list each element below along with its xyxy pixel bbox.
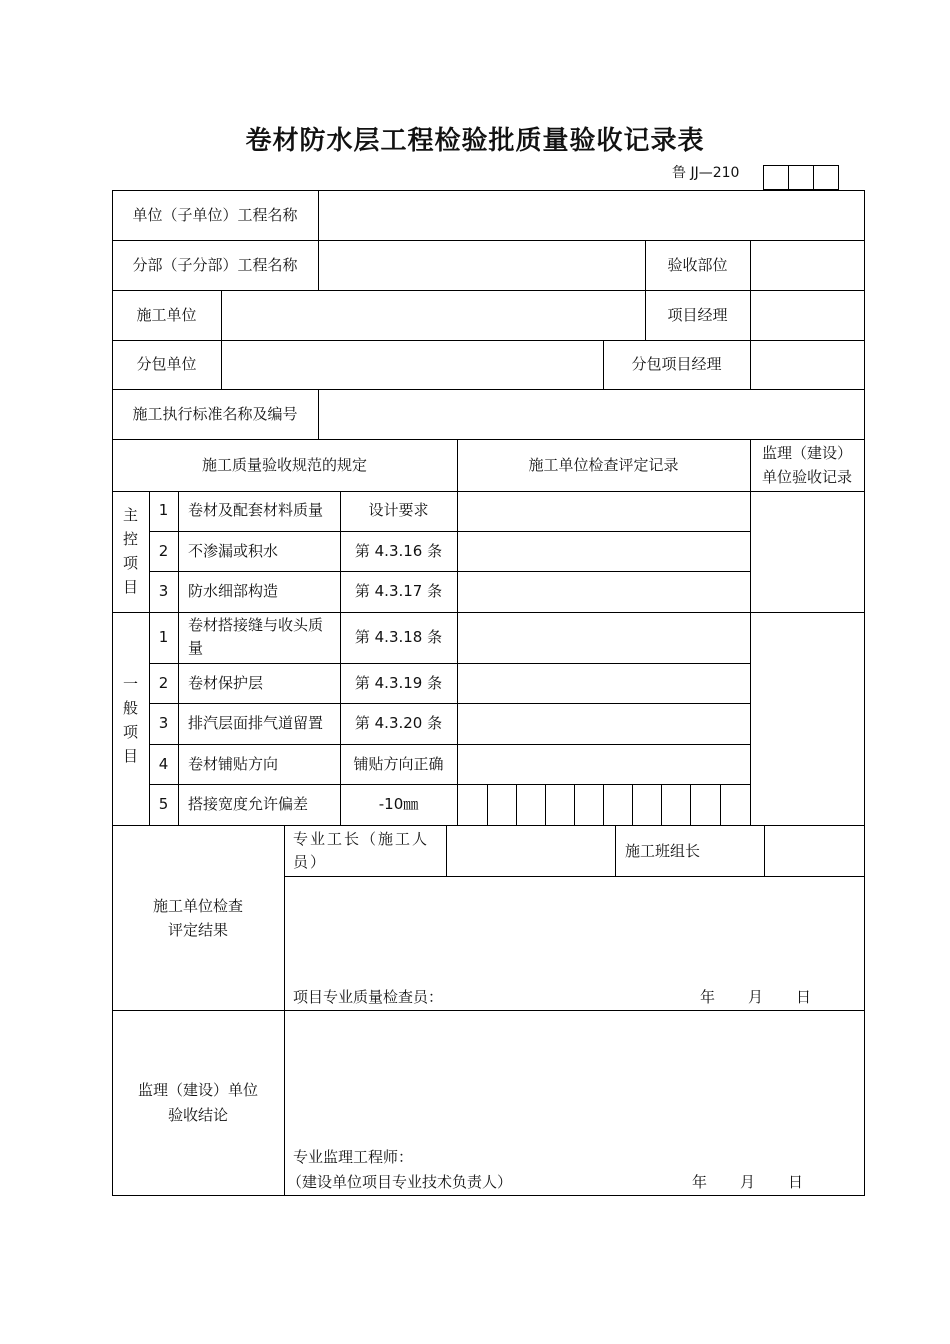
standard-field[interactable] xyxy=(319,390,864,439)
document-title: 卷材防水层工程检验批质量验收记录表 xyxy=(245,126,705,156)
engineer-date-year: 年 xyxy=(692,1173,708,1191)
acceptance-location-label: 验收部位 xyxy=(667,256,728,274)
engineer-label: 专业监理工程师： xyxy=(293,1148,414,1166)
item-spec: 第 4.3.17 条 xyxy=(354,582,443,600)
project-manager-label: 项目经理 xyxy=(667,306,728,324)
construction-result-label-line2: 评定结果 xyxy=(167,921,228,939)
inspector-date-year: 年 xyxy=(700,988,716,1006)
item-name: 卷材及配套材料质量 xyxy=(188,501,324,519)
item-name: 卷材搭接缝与收头质量 xyxy=(188,616,324,657)
item-name: 不渗漏或积水 xyxy=(188,542,279,560)
supervision-result-label-line2: 验收结论 xyxy=(167,1106,228,1124)
item-name: 卷材铺贴方向 xyxy=(188,755,279,773)
construction-unit-label: 施工单位 xyxy=(136,306,197,324)
acceptance-location-field[interactable] xyxy=(751,241,864,290)
item-name: 排汽层面排气道留置 xyxy=(188,714,324,732)
inspection-record-field[interactable] xyxy=(458,745,750,784)
subcontract-manager-field[interactable] xyxy=(751,341,864,389)
inspector-label: 项目专业质量检查员： xyxy=(293,988,444,1006)
item-spec: 第 4.3.16 条 xyxy=(354,542,443,560)
inspection-record-field[interactable] xyxy=(458,572,750,612)
inspection-record-field[interactable] xyxy=(458,704,750,744)
subcontract-unit-label: 分包单位 xyxy=(136,355,197,373)
item-name: 搭接宽度允许偏差 xyxy=(188,795,309,813)
item-name: 卷材保护层 xyxy=(188,674,264,692)
foreman-field[interactable] xyxy=(447,826,615,876)
inspection-record-field[interactable] xyxy=(458,613,750,663)
inspection-header: 施工单位检查评定记录 xyxy=(528,456,679,474)
supervision-header-line2: 单位验收记录 xyxy=(761,468,852,486)
sub-project-name-field[interactable] xyxy=(319,241,645,290)
spec-header: 施工质量验收规范的规定 xyxy=(201,456,367,474)
team-leader-field[interactable] xyxy=(765,826,864,876)
item-spec: 第 4.3.20 条 xyxy=(354,714,443,732)
item-number: 3 xyxy=(158,714,169,732)
code-box-3[interactable] xyxy=(813,165,839,190)
item-number: 5 xyxy=(158,795,169,813)
item-spec: -10㎜ xyxy=(378,795,419,813)
item-spec: 设计要求 xyxy=(368,501,429,519)
inspector-date-day: 日 xyxy=(796,988,812,1006)
item-name: 防水细部构造 xyxy=(188,582,279,600)
construction-result-label-line1: 施工单位检查 xyxy=(152,897,243,915)
construction-result-field[interactable] xyxy=(285,877,864,977)
general-supervision-field[interactable] xyxy=(751,613,864,825)
sub-project-name-label: 分部（子分部）工程名称 xyxy=(132,256,298,274)
unit-project-name-label: 单位（子单位）工程名称 xyxy=(132,206,298,224)
supervision-result-label-line1: 监理（建设）单位 xyxy=(137,1081,258,1099)
code-box-2[interactable] xyxy=(788,165,814,190)
tolerance-check-cells[interactable] xyxy=(458,785,750,825)
owner-label: （建设单位项目专业技术负责人） xyxy=(287,1173,513,1191)
item-spec: 铺贴方向正确 xyxy=(353,755,444,773)
item-spec: 第 4.3.18 条 xyxy=(354,628,443,646)
engineer-date-month: 月 xyxy=(740,1173,756,1191)
item-number: 2 xyxy=(158,674,169,692)
item-spec: 第 4.3.19 条 xyxy=(354,674,443,692)
supervision-header-line1: 监理（建设） xyxy=(761,444,852,462)
supervision-result-field[interactable] xyxy=(285,1011,864,1141)
project-manager-field[interactable] xyxy=(751,291,864,340)
standard-label: 施工执行标准名称及编号 xyxy=(132,405,298,423)
engineer-date-day: 日 xyxy=(788,1173,804,1191)
subcontract-manager-label: 分包项目经理 xyxy=(631,355,722,373)
team-leader-label: 施工班组长 xyxy=(625,842,701,860)
code-box-1[interactable] xyxy=(763,165,789,190)
item-number: 3 xyxy=(158,582,169,600)
item-number: 2 xyxy=(158,542,169,560)
foreman-label: 专业工长（施工人员） xyxy=(293,830,430,871)
subcontract-unit-field[interactable] xyxy=(222,341,603,389)
form-code: 鲁 JJ—210 xyxy=(672,165,740,181)
item-number: 1 xyxy=(158,501,169,519)
construction-unit-field[interactable] xyxy=(222,291,645,340)
inspection-record-field[interactable] xyxy=(458,532,750,571)
main-control-supervision-field[interactable] xyxy=(751,492,864,612)
item-number: 4 xyxy=(158,755,169,773)
inspection-record-field[interactable] xyxy=(458,664,750,703)
unit-project-name-field[interactable] xyxy=(319,191,864,240)
inspection-record-field[interactable] xyxy=(458,492,750,531)
inspector-date-month: 月 xyxy=(748,988,764,1006)
item-number: 1 xyxy=(158,628,169,646)
